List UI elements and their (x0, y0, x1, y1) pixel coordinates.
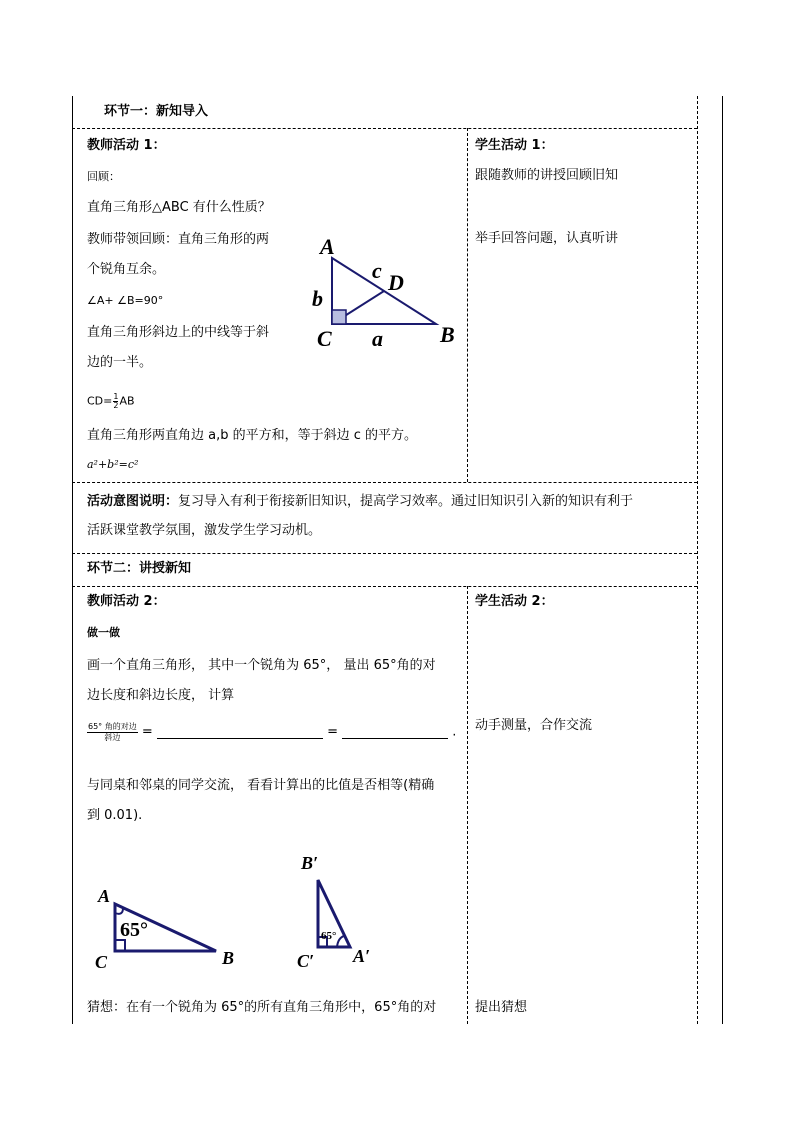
half-denominator: 2 (113, 401, 119, 410)
equals-sign: = (141, 724, 153, 740)
answer-blank-1[interactable] (157, 726, 323, 739)
exchange-text: 与同桌和邻桌的同学交流， 看看计算出的比值是否相等(精确 (87, 778, 435, 793)
label-side-a: a (372, 326, 383, 351)
ratio-denominator: 斜边 (104, 732, 121, 742)
student-activity2-title: 学生活动 2： (475, 594, 554, 609)
section2-heading: 环节二：讲授新知 (87, 561, 192, 576)
label-b-vertex: B (222, 948, 235, 968)
intent-text: 复习导入有利于衔接新旧知识，提高学习效率。通过旧知识引入新的知识有利于 (178, 494, 634, 509)
angle-65-label: 65° (321, 930, 337, 942)
right-angle-marker (332, 310, 346, 324)
cd-formula-suffix: AB (119, 394, 135, 408)
angle-formula: ∠A+ ∠B=90° (87, 294, 164, 307)
label-c-vertex: C (317, 326, 332, 351)
student-activity2-text: 提出猜想 (475, 1000, 528, 1015)
cd-formula (87, 393, 135, 410)
teacher-activity2-title: 教师活动 2： (87, 594, 166, 609)
row-divider (72, 482, 697, 483)
label-side-b: b (312, 286, 323, 311)
review-text: 教师带领回顾：直角三角形的两 (87, 232, 270, 247)
ratio-numerator: 65° 角的对边 (88, 722, 137, 731)
pythagoras-text: 直角三角形两直角边 a,b 的平方和，等于斜边 c 的平方。 (87, 428, 418, 443)
label-b-prime: B′ (301, 853, 319, 873)
cd-formula-prefix: CD= (87, 394, 113, 408)
label-a-vertex: A (320, 234, 335, 259)
row-divider (72, 553, 697, 554)
column-divider (467, 586, 468, 1024)
triangle-abc-figure (300, 230, 470, 355)
half-numerator: 1 (113, 392, 119, 401)
intent-label: 活动意图说明： (87, 494, 179, 509)
task-text: 边长度和斜边长度， 计算 (87, 688, 235, 703)
label-c-vertex: C (95, 952, 108, 972)
answer-blank-2[interactable] (342, 726, 448, 739)
row-divider (72, 128, 697, 129)
angle-65-label: 65° (120, 919, 148, 941)
label-d-point: D (388, 270, 404, 295)
label-a-vertex: A (98, 886, 111, 906)
student-activity1-title: 学生活动 1： (475, 138, 554, 153)
section1-heading: 环节一：新知导入 (104, 104, 209, 119)
student-activity1-text: 跟随教师的讲授回顾旧知 (475, 168, 619, 183)
review-text: 个锐角互余。 (87, 262, 166, 277)
label-c-prime: C′ (297, 951, 315, 971)
task-text: 画一个直角三角形， 其中一个锐角为 65°， 量出 65°角的对 (87, 658, 436, 673)
exchange-text: 到 0.01). (87, 808, 143, 823)
label-a-prime: A′ (353, 946, 371, 966)
teacher-activity1-title: 教师活动 1： (87, 138, 166, 153)
equals-sign: = (327, 724, 338, 740)
question-text: 直角三角形△ABC 有什么性质？ (87, 200, 271, 215)
triangle-65-figure (90, 880, 250, 975)
pythagoras-formula: a²+b²=c² (87, 458, 139, 471)
table-border-right (722, 96, 723, 1024)
intent-line1 (87, 494, 633, 511)
angle-arc (337, 936, 344, 947)
period: . (452, 724, 457, 740)
doit-label: 做一做 (87, 626, 120, 639)
median-text: 直角三角形斜边上的中线等于斜 (87, 325, 270, 340)
table-border-left (72, 96, 73, 1024)
half-fraction (113, 393, 118, 410)
median-text: 边的一半。 (87, 355, 153, 370)
label-side-c: c (372, 258, 382, 283)
intent-line2: 活跃课堂教学氛围，激发学生学习动机。 (87, 523, 322, 538)
column-divider (697, 96, 698, 1024)
row-divider (72, 586, 697, 587)
student-activity2-text: 动手测量，合作交流 (475, 718, 593, 733)
label-b-vertex: B (440, 322, 455, 347)
triangle-prime-figure (295, 850, 385, 975)
ratio-expression (87, 722, 456, 742)
student-activity1-text: 举手回答问题，认真听讲 (475, 231, 619, 246)
ratio-fraction (87, 722, 138, 742)
review-label: 回顾： (87, 170, 120, 183)
guess-text: 猜想：在有一个锐角为 65°的所有直角三角形中，65°角的对 (87, 1000, 437, 1015)
